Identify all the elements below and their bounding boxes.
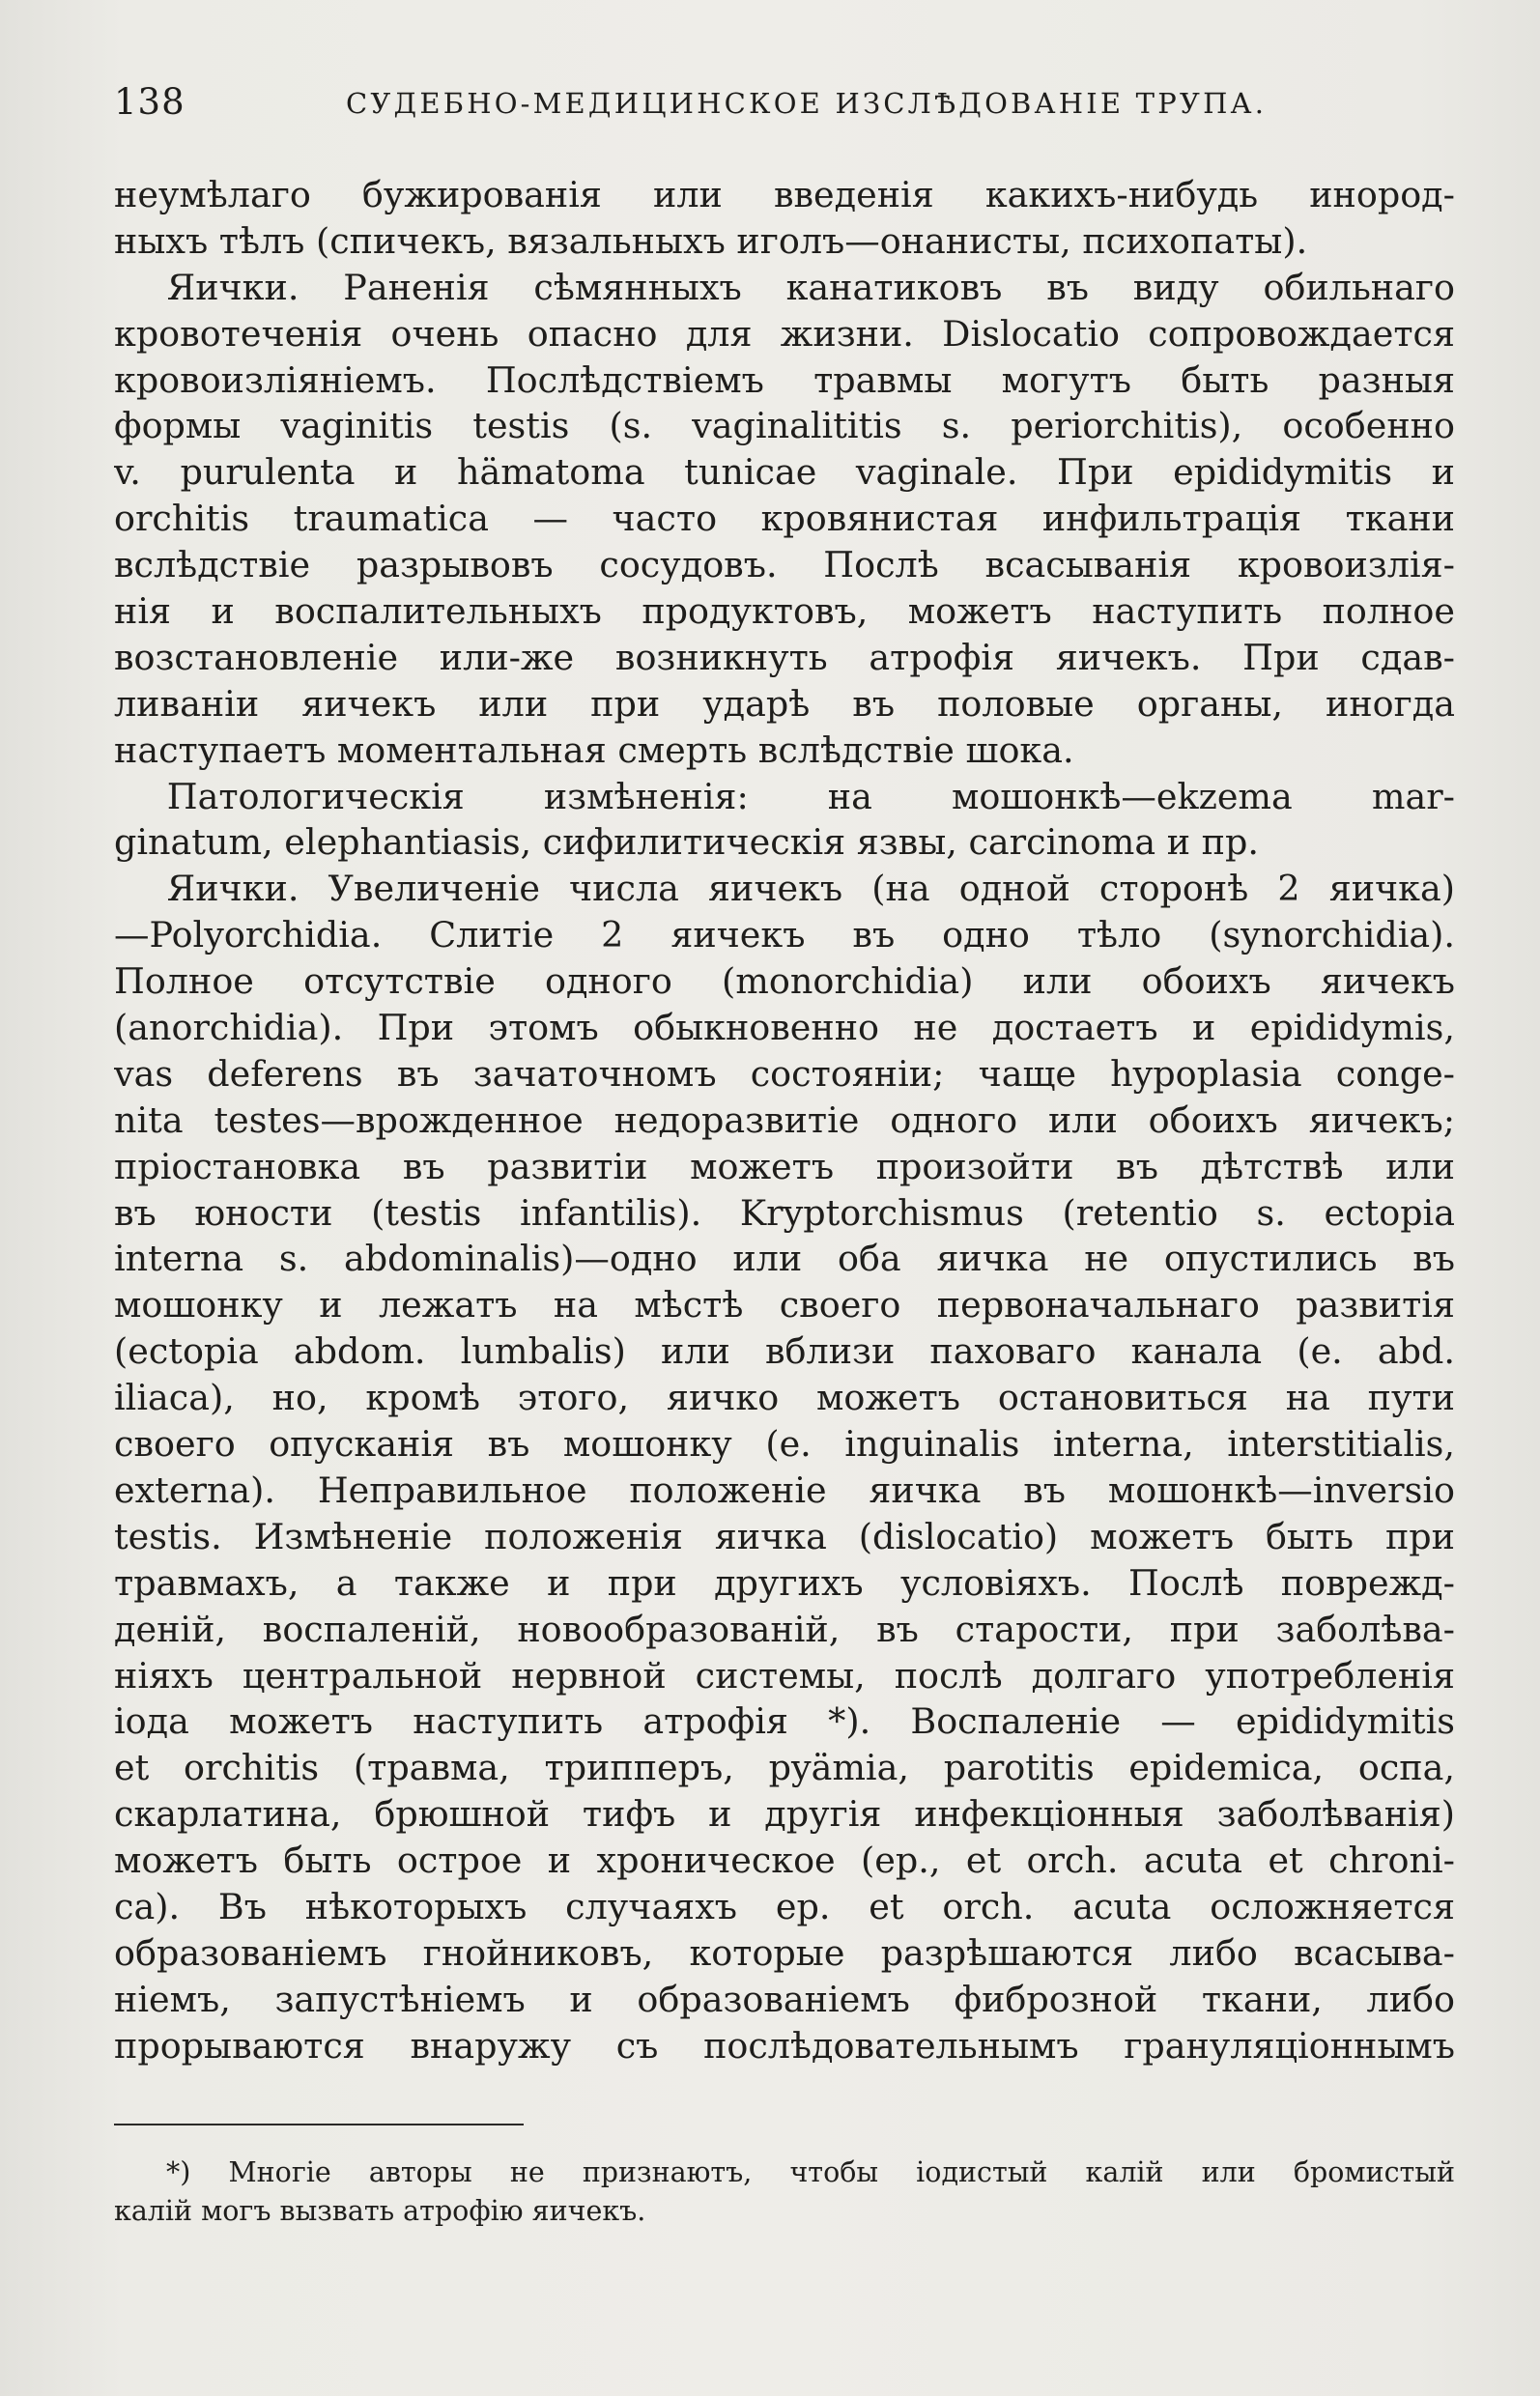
text-line: ливаніи яичекъ или при ударѣ въ половые органы, иногда	[114, 682, 1455, 725]
text-line: v. purulenta и hämatoma tunicae vaginale. При epididymitis и	[114, 451, 1455, 494]
text-line: interna s. abdominalis)—одно или оба яичка не опустились въ	[114, 1238, 1455, 1280]
text-line: Яички. Увеличеніе числа яичекъ (на одной сторонѣ 2 яичка)	[114, 868, 1455, 910]
running-title: СУДЕБНО-МЕДИЦИНСКОЕ ИЗСЛѢДОВАНІЕ ТРУПА.	[346, 87, 1268, 120]
text-line: (anorchidia). При этомъ обыкновенно не достаетъ и epididymis,	[114, 1007, 1455, 1049]
text-line: образованіемъ гнойниковъ, которые разрѣшаются либо всасыва-	[114, 1931, 1455, 1974]
text-line: orchitis traumatica — часто кровянистая инфильтрація ткани	[114, 498, 1455, 540]
text-line: (ectopia abdom. lumbalis) или вблизи паховаго канала (e. abd.	[114, 1330, 1455, 1373]
footnotes	[114, 2154, 1455, 2230]
page-header	[114, 81, 1467, 129]
text-line: іода можетъ наступить атрофія *). Воспаленіе — epididymitis	[114, 1700, 1455, 1743]
text-line: травмахъ, а также и при другихъ условіяхъ. Послѣ поврежд-	[114, 1561, 1455, 1604]
text-line: ніяхъ центральной нервной системы, послѣ долгаго употребленія	[114, 1654, 1455, 1697]
text-line: неумѣлаго бужированія или введенія какихъ-нибудь инород-	[114, 174, 1455, 215]
text-line: нія и воспалительныхъ продуктовъ, можетъ наступить полное	[114, 590, 1455, 633]
text-line: возстановленіе или-же возникнуть атрофія яичекъ. При сдав-	[114, 636, 1455, 678]
text-line: ginatum, elephantiasis, сифилитическія язвы, carcinoma и пр.	[114, 821, 1259, 864]
text-line: Полное отсутствіе одного (monorchidia) или обоихъ яичекъ	[114, 960, 1455, 1003]
body-text	[114, 172, 1455, 2069]
text-line: вслѣдствіе разрывовъ сосудовъ. Послѣ всасыванія кровоизлія-	[114, 544, 1455, 586]
text-line: testis. Измѣненіе положенія яичка (dislocatio) можетъ быть при	[114, 1515, 1455, 1557]
footnote-divider	[114, 2124, 524, 2125]
text-line: ныхъ тѣлъ (спичекъ, вязальныхъ иголъ—онанисты, психопаты).	[114, 219, 1308, 262]
text-line: et orchitis (травма, трипперъ, pyämia, parotitis epidemica, оспа,	[114, 1747, 1455, 1789]
text-line: мошонку и лежатъ на мѣстѣ своего первоначальнаго развитія	[114, 1284, 1455, 1326]
text-line: ніемъ, запустѣніемъ и образованіемъ фиброзной ткани, либо	[114, 1978, 1455, 2020]
text-line: Яички. Раненія сѣмянныхъ канатиковъ въ виду обильнаго	[114, 266, 1455, 308]
text-line: наступаетъ моментальная смерть вслѣдствіе шока.	[114, 728, 1074, 771]
text-line: iliaca), но, кромѣ этого, яичко можетъ остановиться на пути	[114, 1377, 1455, 1419]
text-line: кровотеченія очень опасно для жизни. Dislocatio сопровождается	[114, 312, 1455, 355]
footnote-line: *) Многіе авторы не признаютъ, чтобы іодистый калій или бромистый	[166, 2156, 1455, 2188]
text-line: въ юности (testis infantilis). Kryptorchismus (retentio s. ectopia	[114, 1191, 1455, 1234]
text-line: прорываются внаружу съ послѣдовательнымъ грануляціоннымъ	[114, 2024, 1455, 2067]
page-number: 138	[114, 81, 185, 123]
text-line: —Polyorchidia. Слитіе 2 яичекъ въ одно тѣло (synorchidia).	[114, 914, 1455, 956]
footnote-line: калій могъ вызвать атрофію яичекъ.	[114, 2194, 646, 2227]
text-line: Патологическія измѣненія: на мошонкѣ—ekzema mar-	[114, 775, 1455, 817]
text-line: ca). Въ нѣкоторыхъ случаяхъ ep. et orch. acuta осложняется	[114, 1885, 1455, 1927]
text-line: nita testes—врожденное недоразвитіе одного или обоихъ яичекъ;	[114, 1098, 1455, 1141]
text-line: своего опусканія въ мошонку (e. inguinalis interna, interstitialis,	[114, 1423, 1455, 1466]
text-line: формы vaginitis testis (s. vaginalititis s. periorchitis), особенно	[114, 405, 1455, 447]
text-line: скарлатина, брюшной тифъ и другія инфекціонныя заболѣванія)	[114, 1793, 1455, 1836]
text-line: можетъ быть острое и хроническое (ep., et orch. acuta et chroni-	[114, 1840, 1455, 1882]
text-line: vas deferens въ зачаточномъ состояніи; чаще hypoplasia conge-	[114, 1052, 1455, 1095]
text-line: externa). Неправильное положеніе яичка въ мошонкѣ—inversio	[114, 1469, 1455, 1511]
text-line: деній, воспаленій, новообразованій, въ старости, при заболѣва-	[114, 1608, 1455, 1650]
text-line: кровоизліяніемъ. Послѣдствіемъ травмы могутъ быть разныя	[114, 358, 1455, 401]
text-line: пріостановка въ развитіи можетъ произойти въ дѣтствѣ или	[114, 1145, 1455, 1187]
